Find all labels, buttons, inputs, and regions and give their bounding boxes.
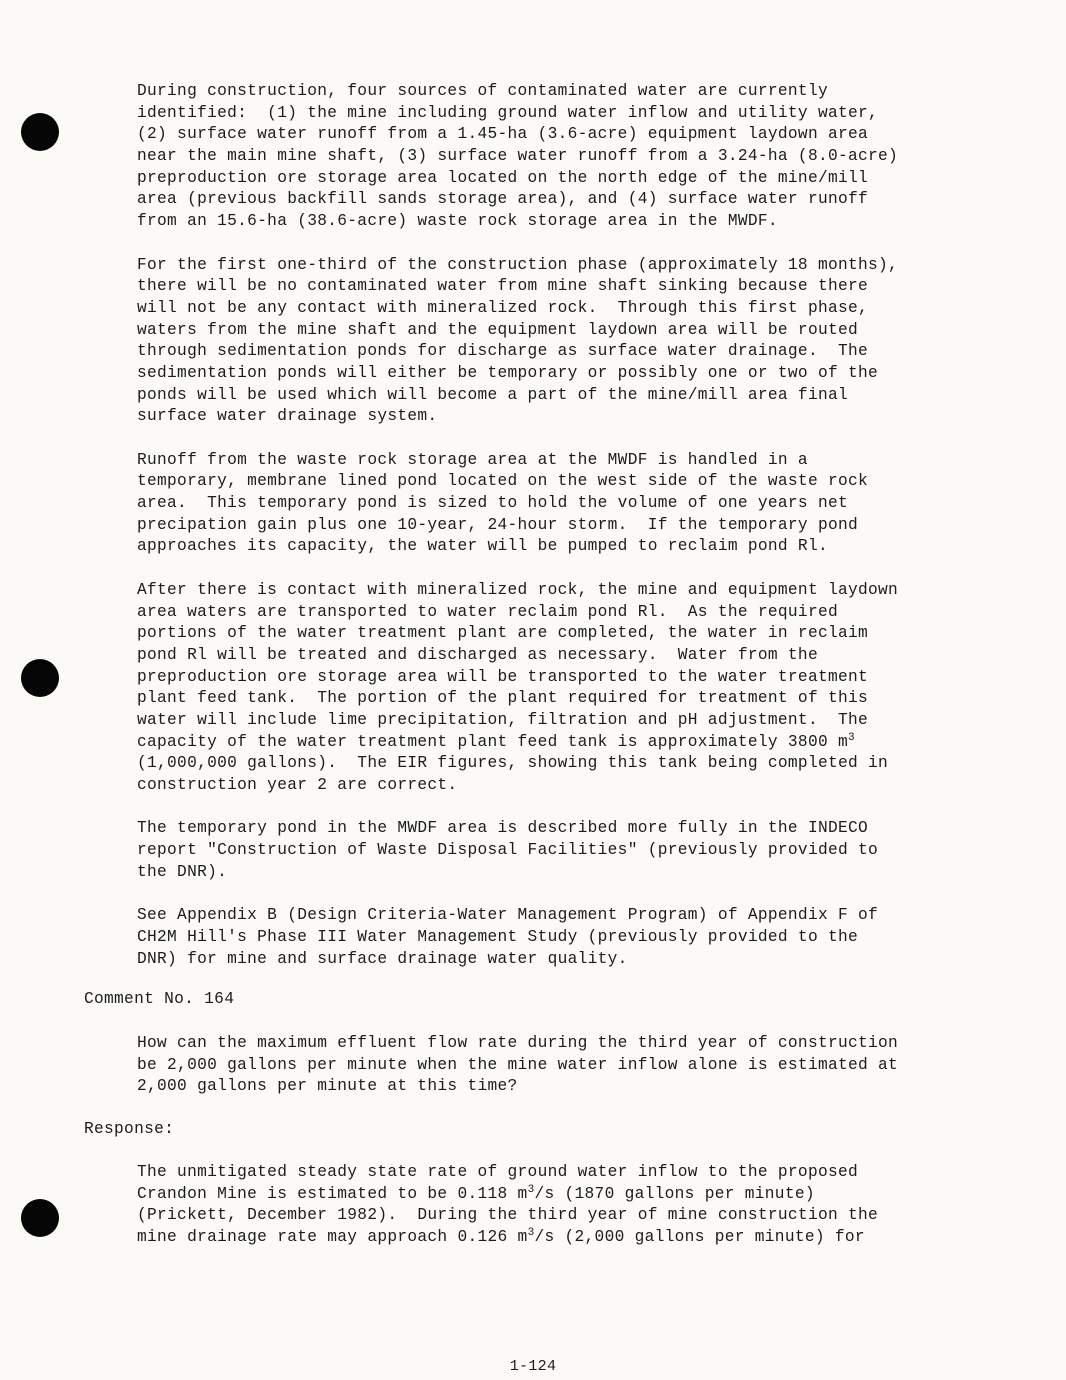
text-line: identified: (1) the mine including ground water inflow and utility water,: [137, 103, 879, 122]
text-line: (Prickett, December 1982). During the third year of mine construction the: [137, 1206, 879, 1225]
punch-hole: [21, 113, 59, 151]
comment-text: [137, 1033, 997, 1098]
text-line: [137, 1227, 997, 1249]
text-line: [137, 732, 997, 754]
superscript: 3: [848, 731, 855, 744]
response-heading: Response:: [84, 1120, 175, 1138]
comment-heading: Comment No. 164: [84, 990, 235, 1008]
text-line: plant feed tank. The portion of the plant required for treatment of this: [137, 689, 869, 708]
text-fragment: capacity of the water treatment plant feed tank is approximately 3800 m: [137, 732, 848, 751]
punch-hole: [21, 659, 59, 697]
text-line: report "Construction of Waste Disposal Facilities" (previously provided to: [137, 841, 879, 860]
paragraph: [137, 580, 997, 797]
paragraph: [137, 450, 997, 558]
text-fragment: Crandon Mine is estimated to be 0.118 m: [137, 1184, 528, 1203]
text-line: sedimentation ponds will either be temporary or possibly one or two of the: [137, 363, 879, 382]
superscript: 3: [527, 1183, 535, 1196]
text-line: approaches its capacity, the water will be pumped to reclaim pond Rl.: [137, 537, 828, 556]
paragraph: [137, 818, 997, 883]
text-line: there will be no contaminated water from mine shaft sinking because there: [137, 277, 869, 296]
text-line: pond Rl will be treated and discharged as necessary. Water from the: [137, 645, 818, 664]
superscript: 3: [527, 1227, 535, 1240]
text-line: from an 15.6-ha (38.6-acre) waste rock storage area in the MWDF.: [137, 212, 778, 231]
text-line: (1,000,000 gallons). The EIR figures, showing this tank being completed in: [137, 754, 889, 773]
text-line: During construction, four sources of contaminated water are currently: [137, 82, 828, 100]
text-line: the DNR).: [137, 862, 228, 881]
text-line: through sedimentation ponds for discharge as surface water drainage. The: [137, 342, 869, 361]
text-line: The temporary pond in the MWDF area is described more fully in the INDECO: [137, 819, 869, 838]
text-line: For the first one-third of the construction phase (approximately 18 months),: [137, 255, 899, 274]
text-line: CH2M Hill's Phase III Water Management Study (previously provided to the: [137, 927, 859, 946]
text-line: precipation gain plus one 10-year, 24-hour storm. If the temporary pond: [137, 515, 859, 534]
text-line: Runoff from the waste rock storage area at the MWDF is handled in a: [137, 450, 808, 469]
text-line: surface water drainage system.: [137, 407, 438, 426]
text-line: area (previous backfill sands storage area), and (4) surface water runoff: [137, 190, 869, 209]
text-fragment: mine drainage rate may approach 0.126 m: [137, 1228, 528, 1247]
text-line: The unmitigated steady state rate of ground water inflow to the proposed: [137, 1163, 859, 1181]
text-line: preproduction ore storage area will be transported to the water treatment: [137, 667, 869, 686]
text-line: near the main mine shaft, (3) surface water runoff from a 3.24-ha (8.0-acre): [137, 147, 899, 166]
text-line: be 2,000 gallons per minute when the mine water inflow alone is estimated at: [137, 1055, 899, 1074]
text-line: construction year 2 are correct.: [137, 776, 458, 794]
text-line: preproduction ore storage area located on the north edge of the mine/mill: [137, 168, 869, 187]
text-fragment: /s (2,000 gallons per minute) for: [534, 1228, 865, 1247]
text-line: See Appendix B (Design Criteria-Water Management Program) of Appendix F of: [137, 906, 879, 925]
paragraph: [137, 81, 997, 233]
text-line: temporary, membrane lined pond located on the west side of the waste rock: [137, 472, 869, 491]
text-line: area. This temporary pond is sized to hold the volume of one years net: [137, 494, 848, 513]
text-line: area waters are transported to water reclaim pond Rl. As the required: [137, 602, 838, 621]
page-number: 1-124: [509, 1358, 557, 1375]
text-line: will not be any contact with mineralized rock. Through this first phase,: [137, 298, 869, 317]
paragraph: [137, 905, 997, 970]
punch-hole: [21, 1199, 59, 1237]
text-line: How can the maximum effluent flow rate during the third year of construction: [137, 1034, 899, 1052]
text-line: portions of the water treatment plant are completed, the water in reclaim: [137, 624, 869, 643]
body-text-block: [137, 81, 997, 992]
text-line: ponds will be used which will become a part of the mine/mill area final: [137, 385, 848, 404]
text-line: After there is contact with mineralized rock, the mine and equipment laydown: [137, 580, 899, 599]
text-line: (2) surface water runoff from a 1.45-ha (3.6-acre) equipment laydown area: [137, 125, 869, 144]
text-line: 2,000 gallons per minute at this time?: [137, 1077, 518, 1096]
text-line: water will include lime precipitation, filtration and pH adjustment. The: [137, 710, 869, 729]
text-line: [137, 1184, 997, 1206]
text-line: waters from the mine shaft and the equipment laydown area will be routed: [137, 320, 859, 339]
text-line: DNR) for mine and surface drainage water quality.: [137, 949, 628, 968]
response-text: [137, 1162, 997, 1249]
text-fragment: /s (1870 gallons per minute): [534, 1184, 815, 1203]
paragraph: [137, 255, 997, 429]
